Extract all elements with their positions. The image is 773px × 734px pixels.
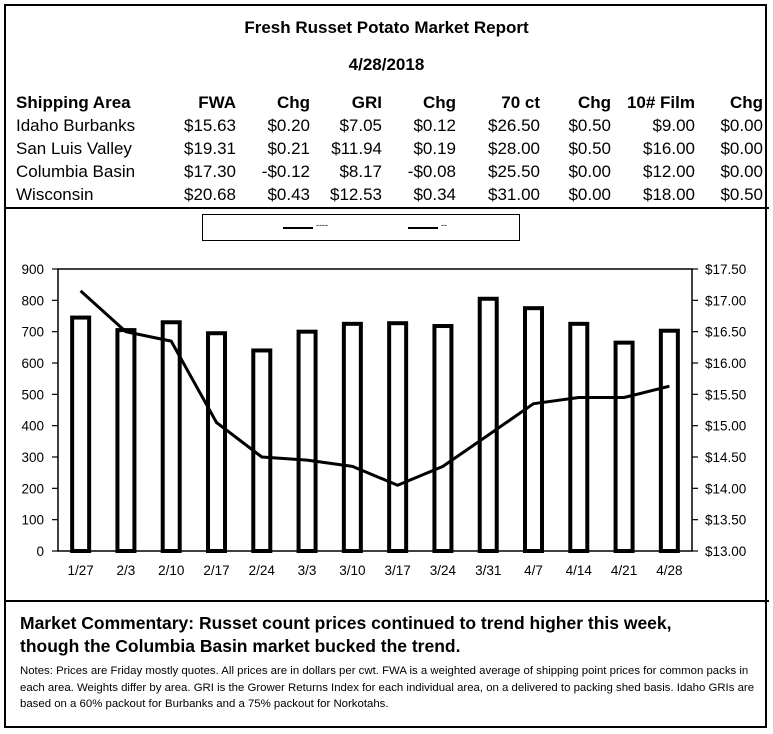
bar bbox=[434, 326, 451, 551]
y-left-tick-label: 700 bbox=[21, 324, 44, 340]
x-tick-label: 4/14 bbox=[565, 563, 592, 578]
x-tick-label: 3/17 bbox=[384, 563, 411, 578]
y-left-tick-label: 800 bbox=[21, 293, 44, 309]
column-header: Shipping Area bbox=[16, 92, 131, 112]
y-left-tick-label: 900 bbox=[21, 262, 44, 277]
table-cell: $0.00 bbox=[720, 161, 763, 181]
legend-bar-swatch bbox=[283, 227, 313, 229]
bar bbox=[208, 333, 225, 551]
column-header: Chg bbox=[577, 92, 611, 112]
table-cell: $12.00 bbox=[643, 161, 695, 181]
table-cell: $0.34 bbox=[413, 184, 456, 204]
volume-price-chart bbox=[0, 250, 773, 595]
table-row bbox=[16, 160, 763, 183]
y-right-tick-label: $17.00 bbox=[705, 293, 747, 309]
bar bbox=[480, 299, 497, 551]
column-header: GRI bbox=[351, 92, 382, 112]
table-cell: Idaho Burbanks bbox=[16, 115, 136, 135]
y-axis-right bbox=[692, 262, 746, 559]
bar bbox=[299, 332, 316, 551]
table-cell: $0.00 bbox=[720, 138, 763, 158]
y-right-tick-label: $14.50 bbox=[705, 450, 747, 465]
table-cell: $0.19 bbox=[413, 138, 456, 158]
legend-line-swatch bbox=[408, 227, 438, 229]
x-tick-label: 2/24 bbox=[248, 563, 275, 578]
x-tick-label: 4/21 bbox=[610, 563, 638, 578]
x-tick-label: 4/7 bbox=[524, 563, 543, 578]
table-chart-divider bbox=[4, 207, 769, 209]
x-tick-label: 2/17 bbox=[203, 563, 230, 578]
x-tick-label: 2/3 bbox=[116, 563, 136, 578]
y-right-tick-label: $15.50 bbox=[705, 387, 747, 403]
table-row bbox=[16, 114, 763, 137]
y-left-tick-label: 200 bbox=[21, 481, 44, 497]
column-header: Chg bbox=[276, 92, 310, 112]
table-cell: $0.50 bbox=[568, 138, 611, 158]
table-row bbox=[16, 137, 763, 160]
bar-series bbox=[72, 299, 678, 551]
table-cell: $0.50 bbox=[720, 184, 763, 204]
x-tick-label: 3/3 bbox=[297, 563, 317, 578]
bar bbox=[117, 330, 134, 551]
y-axis-left bbox=[21, 262, 58, 559]
table-cell: $8.17 bbox=[339, 161, 382, 181]
y-left-tick-label: 500 bbox=[21, 387, 44, 403]
y-right-tick-label: $13.50 bbox=[705, 512, 747, 528]
table-cell: $28.00 bbox=[488, 138, 540, 158]
table-cell: $20.68 bbox=[184, 184, 236, 204]
y-left-tick-label: 600 bbox=[21, 356, 44, 371]
y-right-tick-label: $15.00 bbox=[705, 418, 747, 434]
y-right-tick-label: $16.50 bbox=[705, 324, 747, 340]
y-left-tick-label: 100 bbox=[21, 512, 44, 528]
x-tick-label: 3/10 bbox=[339, 563, 366, 578]
bar bbox=[72, 318, 89, 551]
y-right-tick-label: $14.00 bbox=[705, 481, 747, 497]
y-left-tick-label: 400 bbox=[21, 418, 44, 434]
table-cell: $0.21 bbox=[267, 138, 310, 158]
table-cell: $31.00 bbox=[488, 184, 540, 204]
table-cell: $0.50 bbox=[568, 115, 611, 135]
column-header: Chg bbox=[422, 92, 456, 112]
table-row bbox=[16, 183, 763, 206]
column-header: 70 ct bbox=[501, 92, 540, 112]
table-cell: $17.30 bbox=[184, 161, 236, 181]
y-right-tick-label: $13.00 bbox=[705, 544, 747, 559]
table-cell: $0.00 bbox=[568, 184, 611, 204]
table-cell: $16.00 bbox=[643, 138, 695, 158]
bar bbox=[525, 308, 542, 551]
table-cell: $0.43 bbox=[267, 184, 310, 204]
bar bbox=[661, 331, 678, 551]
table-cell: San Luis Valley bbox=[16, 138, 132, 158]
table-cell: $25.50 bbox=[488, 161, 540, 181]
table-cell: $11.94 bbox=[331, 138, 382, 158]
price-table-header bbox=[16, 91, 763, 114]
chart-legend bbox=[202, 214, 520, 241]
y-left-tick-label: 0 bbox=[36, 544, 44, 559]
table-cell: $19.31 bbox=[184, 138, 236, 158]
table-cell: Wisconsin bbox=[16, 184, 94, 204]
x-tick-label: 3/31 bbox=[475, 563, 502, 578]
table-cell: $18.00 bbox=[643, 184, 695, 204]
table-cell: $9.00 bbox=[652, 115, 695, 135]
report-title: Fresh Russet Potato Market Report bbox=[244, 18, 529, 37]
chart-commentary-divider bbox=[4, 600, 769, 602]
report-date: 4/28/2018 bbox=[348, 55, 425, 74]
x-tick-label: 1/27 bbox=[67, 563, 94, 578]
table-cell: $0.00 bbox=[568, 161, 611, 181]
bar bbox=[570, 324, 587, 551]
table-cell: $26.50 bbox=[488, 115, 540, 135]
column-header: 10# Film bbox=[626, 92, 695, 112]
market-commentary: Market Commentary: Russet count prices continued to trend higher this week, though the Columbia Basin market bucked the trend. bbox=[20, 613, 672, 656]
column-header: FWA bbox=[198, 92, 236, 112]
x-tick-label: 4/28 bbox=[656, 563, 683, 578]
table-cell: $15.63 bbox=[184, 115, 236, 135]
bar bbox=[616, 343, 633, 551]
report-notes: Notes: Prices are Friday mostly quotes. All prices are in dollars per cwt. FWA is a weighted average of shipping point prices for common packs in each area. Weights differ by area. GRI is the Grower Returns Index for each individual area, on a delivered to packing shed basis. Idaho GRIs are based on a 60% packout for Burbanks and a 75% packout for Norkotahs. bbox=[20, 665, 755, 710]
table-cell: $0.00 bbox=[720, 115, 763, 135]
y-right-tick-label: $16.00 bbox=[705, 356, 747, 371]
column-header: Chg bbox=[729, 92, 763, 112]
y-right-tick-label: $17.50 bbox=[705, 262, 747, 277]
table-cell: -$0.12 bbox=[261, 161, 310, 181]
bar bbox=[389, 323, 406, 551]
x-tick-label: 3/24 bbox=[429, 563, 457, 578]
bar bbox=[163, 322, 180, 551]
legend-bar-label: ---- bbox=[316, 220, 328, 230]
y-left-tick-label: 300 bbox=[21, 450, 44, 465]
table-cell: Columbia Basin bbox=[16, 161, 136, 181]
x-axis bbox=[68, 563, 683, 578]
x-tick-label: 2/10 bbox=[158, 563, 185, 578]
table-cell: -$0.08 bbox=[407, 161, 456, 181]
legend-line-label: -- bbox=[441, 220, 447, 230]
plot-area-border bbox=[58, 269, 692, 551]
table-cell: $0.20 bbox=[267, 115, 310, 135]
price-table bbox=[16, 91, 763, 206]
table-cell: $7.05 bbox=[339, 115, 382, 135]
bar bbox=[344, 324, 361, 551]
table-cell: $12.53 bbox=[330, 184, 382, 204]
table-cell: $0.12 bbox=[413, 115, 456, 135]
